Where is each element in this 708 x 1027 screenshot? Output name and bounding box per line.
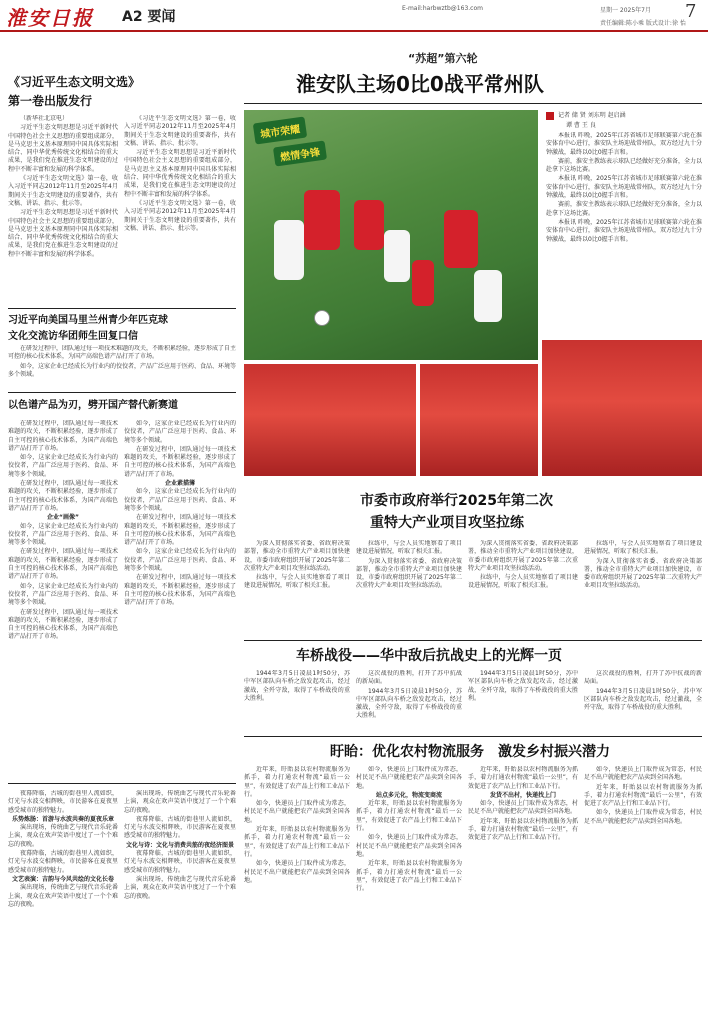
sports-body [546,132,702,350]
article2-body [8,345,236,385]
player-red [354,200,384,250]
article6-text7: 如今，快递员上门取件成为常态，村民足不出户就能把农产品卖到全国各地。 [356,834,462,858]
sports-kicker: “苏超”第六轮 [408,52,478,65]
article5-col2 [356,670,462,734]
fans-photo [244,364,416,476]
divider [244,640,702,641]
article3-col2-text6: 在研发过程中，团队通过每一项技术难题的攻关，不断积累经验，逐步形成了自主可控的核心技术体系，为国产高端色谱产品打开了市场。 [124,574,236,607]
article4-title-line2: 重特大产业项目攻坚拉练 [370,515,524,531]
article1-col2 [124,115,236,305]
football-match-photo [244,110,538,360]
lowerleft-text6: 夜幕降临，古城的街巷里人流如织，灯光与水波交相辉映，市民游客在夏夜里感受城市的独特魅力。 [124,815,236,840]
divider [8,308,236,309]
lowerleft-col1 [8,790,118,1022]
badge-passion: 燃情争锋 [273,140,327,166]
article6-text10: 如今，快递员上门取件成为常态，村民足不出户就能把农产品卖到全国各地。 [468,800,578,816]
article3-col2-text2: 在研发过程中，团队通过每一项技术难题的攻关，不断积累经验，逐步形成了自主可控的核心技术体系，为国产高端色谱产品打开了市场。 [124,445,236,478]
player-white [384,230,410,282]
player-red [304,190,340,250]
article3-col2-text4: 在研发过程中，团队通过每一项技术难题的攻关，不断积累经验，逐步形成了自主可控的核心技术体系，为国产高端色谱产品打开了市场。 [124,514,236,547]
article4-text7: 拉练中，与会人员实地察看了项目建设进展情况，听取了相关汇报。 [584,540,702,556]
masthead-email: E-mail:harbwztb@163.com [402,5,483,12]
article1-col1 [8,115,118,305]
article1-body-cont: 习近平生态文明思想是习近平新时代中国特色社会主义思想的重要组成部分，是马克思主义基本原理同中国具体实际相结合、同中华优秀传统文化相结合的重大成果，是我们党在推进生态文明建设的过程中不断丰富和发展的科学体系。 [8,209,118,258]
lowerleft-text7: 夜幕降临，古城的街巷里人流如织，灯光与水波交相辉映，市民游客在夏夜里感受城市的独特魅力。 [124,850,236,874]
article4-text4: 为深入贯彻落实省委、省政府决策部署，推动全市重特大产业项目加快建设，市委市政府组织开展了2025年第二次重特大产业项目攻坚拉练活动。 [356,557,462,590]
article6-text8: 近年来，盱眙县以农村物流服务为抓手，着力打通农村物流“最后一公里”，有效促进了农产品上行和工业品下行。 [356,860,462,893]
article6-title: 盱眙：优化农村物流服务 激发乡村振兴潜力 [330,744,610,760]
article1-col2-text2: 习近平生态文明思想是习近平新时代中国特色社会主义思想的重要组成部分，是马克思主义基本原理同中国具体实际相结合、同中华优秀传统文化相结合的重大成果，是我们党在推进生态文明建设的过程中不断丰富和发展的科学体系。 [124,149,236,198]
article4-text6: 拉练中，与会人员实地察看了项目建设进展情况，听取了相关汇报。 [468,574,578,590]
byline-marker [546,112,554,120]
article6-subhead-1: 站点多元化，物流变商流 [375,791,442,799]
lowerleft-text3: 夜幕降临，古城的街巷里人流如织，灯光与水波交相辉映，市民游客在夏夜里感受城市的独特魅力。 [8,850,118,874]
divider [8,392,236,393]
divider [8,783,236,784]
lowerleft-text8: 演出现场，传统曲艺与现代音乐轮番上演，观众在欢声笑语中度过了一个个难忘的夜晚。 [124,875,236,900]
article6-text2: 如今，快递员上门取件成为常态，村民足不出户就能把农产品卖到全国各地。 [244,800,350,824]
article3-text4: 如今，这家企业已经成长为行业内的佼佼者，产品广泛应用于医药、食品、环境等多个领域。 [8,522,118,547]
article1-body2: 《习近平生态文明文选》第一卷，收入习近平同志2012年11月至2025年4月期间关于生态文明建设的重要著作，共有文稿、讲话、指示、批示等。 [8,175,118,207]
article6-col1 [244,766,350,1021]
article2-text: 在研发过程中，团队通过每一项技术难题的攻关，不断积累经验，逐步形成了自主可控的核心技术体系，为国产高端色谱产品打开了市场。 [8,345,236,361]
article5-col1 [244,670,350,734]
article1-lead: （新华社北京电） [20,115,69,122]
article3-col2-text: 如今，这家企业已经成长为行业内的佼佼者，产品广泛应用于医药、食品、环境等多个领域。 [124,420,236,444]
article5-text4: 1944年3月5日凌晨1时50分，苏中军区部队向车桥之敌发起攻击，经过激战，全歼守敌，取得了车桥战役的重大胜利。 [468,670,578,702]
fans-photo [542,340,702,476]
article5-col3 [468,670,578,734]
article5-title: 车桥战役——华中敌后抗战史上的光辉一页 [296,648,562,664]
sports-byline2: 谭 曹 王 良 [566,122,596,129]
lowerleft-text5: 演出现场，传统曲艺与现代音乐轮番上演，观众在欢声笑语中度过了一个个难忘的夜晚。 [124,790,236,814]
article4-text: 为深入贯彻落实省委、省政府决策部署，推动全市重特大产业项目加快建设，市委市政府组织开展了2025年第二次重特大产业项目攻坚拉练活动。 [244,540,350,572]
article4-text2: 拉练中，与会人员实地察看了项目建设进展情况，听取了相关汇报。 [244,574,350,590]
article3-text5: 在研发过程中，团队通过每一项技术难题的攻关，不断积累经验，逐步形成了自主可控的核心技术体系，为国产高端色谱产品打开了市场。 [8,548,118,581]
article6-col4 [584,766,702,1021]
article4-col2 [356,540,462,640]
sports-text4: 赛前，淮安主教练表示球队已经做好充分准备，全力以赴拿下这场比赛。 [546,201,702,217]
article3-col2-text3: 如今，这家企业已经成长为行业内的佼佼者，产品广泛应用于医药、食品、环境等多个领域。 [124,488,236,512]
article6-text6: 近年来，盱眙县以农村物流服务为抓手，着力打通农村物流“最后一公里”，有效促进了农产品上行和工业品下行。 [356,800,462,833]
article5-col4 [584,670,702,734]
article6-text13: 近年来，盱眙县以农村物流服务为抓手，着力打通农村物流“最后一公里”，有效促进了农产品上行和工业品下行。 [584,783,702,808]
sports-text2: 赛前，淮安主教练表示球队已经做好充分准备，全力以赴拿下这场比赛。 [546,157,702,174]
article3-text7: 在研发过程中，团队通过每一项技术难题的攻关，不断积累经验，逐步形成了自主可控的核心技术体系，为国产高端色谱产品打开了市场。 [8,608,118,641]
article2-title-line2: 文化交流访华团师生回复口信 [8,331,138,342]
article6-text: 近年来，盱眙县以农村物流服务为抓手，着力打通农村物流“最后一公里”，有效促进了农产品上行和工业品下行。 [244,766,350,798]
page-number: 7 [685,1,697,22]
badge-city-glory: 城市荣耀 [253,116,307,144]
article1-body: 习近平生态文明思想是习近平新时代中国特色社会主义思想的重要组成部分，是马克思主义基本原理同中国具体实际相结合、同中华优秀传统文化相结合的重大成果，是我们党在推进生态文明建设的过程中不断丰富和发展的科学体系。 [8,124,118,173]
article5-text: 1944年3月5日凌晨1时50分，苏中军区部队向车桥之敌发起攻击，经过激战，全歼守敌，取得了车桥战役的重大胜利。 [244,670,350,702]
article3-text3: 在研发过程中，团队通过每一项技术难题的攻关，不断积累经验，逐步形成了自主可控的核心技术体系，为国产高端色谱产品打开了市场。 [8,480,118,512]
article3-col2 [124,420,236,780]
article4-col3 [468,540,578,640]
lowerleft-subhead-3: 文化与诗：文化与消费共筋的夜经济图景 [125,841,234,849]
article3-col2-text5: 如今，这家企业已经成长为行业内的佼佼者，产品广泛应用于医药、食品、环境等多个领域。 [124,548,236,573]
sports-title: 淮安队主场0比0战平常州队 [296,72,544,96]
article6-text9: 近年来，盱眙县以农村物流服务为抓手，着力打通农村物流“最后一公里”，有效促进了农产品上行和工业品下行。 [468,766,578,790]
masthead-editors: 责任编辑:陈小乘 版式设计:徐 怡 [600,20,686,27]
player-white [274,220,304,280]
article1-title-line2: 第一卷出版发行 [8,94,93,108]
article5-text2: 这次战役的胜利，打开了苏中抗战的新局面。 [356,670,462,686]
article6-text3: 近年来，盱眙县以农村物流服务为抓手，着力打通农村物流“最后一公里”，有效促进了农产品上行和工业品下行。 [244,826,350,858]
article4-text5: 为深入贯彻落实省委、省政府决策部署，推动全市重特大产业项目加快建设，市委市政府组织开展了2025年第二次重特大产业项目攻坚拉练活动。 [468,540,578,572]
football-ball [314,310,330,326]
lowerleft-text2: 演出现场，传统曲艺与现代音乐轮番上演，观众在欢声笑语中度过了一个个难忘的夜晚。 [8,824,118,848]
article4-col1 [244,540,350,640]
article4-text3: 拉练中，与会人员实地察看了项目建设进展情况，听取了相关汇报。 [356,540,462,556]
article3-title: 以色谱产品为刃，劈开国产替代新赛道 [8,400,178,411]
player-red [412,260,434,306]
article4-text8: 为深入贯彻落实省委、省政府决策部署，推动全市重特大产业项目加快建设，市委市政府组织开展了2025年第二次重特大产业项目攻坚拉练活动。 [584,557,702,590]
article1-title-line1: 《习近平生态文明文选》 [8,75,141,89]
player-white [474,270,502,322]
article6-col2 [356,766,462,1021]
article6-text4: 如今，快递员上门取件成为常态，村民足不出户就能把农产品卖到全国各地。 [244,860,350,884]
newspaper-logo: 淮安日报 [6,6,94,30]
article5-text3: 1944年3月5日凌晨1时50分，苏中军区部队向车桥之敌发起攻击，经过激战，全歼守敌，取得了车桥战役的重大胜利。 [356,687,462,720]
article3-col1 [8,420,118,780]
article1-col2-text: 《习近平生态文明文选》第一卷，收入习近平同志2012年11月至2025年4月期间关于生态文明建设的重要著作，共有文稿、讲话、指示、批示等。 [124,115,236,147]
masthead-date: 星期一 2025年7月 [600,7,651,14]
article3-text: 在研发过程中，团队通过每一项技术难题的攻关，不断积累经验，逐步形成了自主可控的核心技术体系，为国产高端色谱产品打开了市场。 [8,420,118,452]
article6-text5: 如今，快递员上门取件成为常态，村民足不出户就能把农产品卖到全国各地。 [356,766,462,790]
lowerleft-col2 [124,790,236,1022]
article5-text6: 1944年3月5日凌晨1时50分，苏中军区部队向车桥之敌发起攻击，经过激战，全歼守敌，取得了车桥战役的重大胜利。 [584,687,702,712]
sports-byline: 记者 储 贤 刘东明 赵启涵 [558,112,626,119]
player-red [444,210,478,268]
article2-title-line1: 习近平向美国马里兰州青少年匹克球 [8,315,168,326]
lowerleft-subhead-2: 文艺表演：吉韵与今风共绘的文化长卷 [11,875,114,883]
article1-col2-text3: 《习近平生态文明文选》第一卷，收入习近平同志2012年11月至2025年4月期间关于生态文明建设的重要著作，共有文稿、讲话、指示、批示等。 [124,199,236,232]
article4-col4 [584,540,702,640]
sports-text5: 本报讯 昨晚，2025年江苏省城市足球联赛第六轮在淮安体育中心进行，淮安队主场迎战常州队，双方经过九十分钟激战，最终以0比0握手言和。 [546,218,702,243]
article5-text5: 这次战役的胜利，打开了苏中抗战的新局面。 [584,670,702,686]
sports-text: 本报讯 昨晚，2025年江苏省城市足球联赛第六轮在淮安体育中心进行，淮安队主场迎战常州队，双方经过九十分钟激战，最终以0比0握手言和。 [546,132,702,156]
divider [244,736,702,737]
article6-text11: 近年来，盱眙县以农村物流服务为抓手，着力打通农村物流“最后一公里”，有效促进了农产品上行和工业品下行。 [468,817,578,842]
article2-text2: 如今，这家企业已经成长为行业内的佼佼者，产品广泛应用于医药、食品、环境等多个领域。 [8,362,236,378]
fans-photo [420,364,538,476]
article3-text2: 如今，这家企业已经成长为行业内的佼佼者，产品广泛应用于医药、食品、环境等多个领域。 [8,454,118,478]
article6-col3 [468,766,578,1021]
article6-text12: 如今，快递员上门取件成为常态，村民足不出户就能把农产品卖到全国各地。 [584,766,702,782]
divider [244,103,702,104]
article3-subhead-1: 企业“画像” [47,514,79,522]
article6-subhead-2: 发货不出村，快递找上门 [489,791,556,799]
lowerleft-text: 夜幕降临，古城的街巷里人流如织，灯光与水波交相辉映，市民游客在夏夜里感受城市的独特魅力。 [8,790,118,814]
lowerleft-text4: 演出现场，传统曲艺与现代音乐轮番上演，观众在欢声笑语中度过了一个个难忘的夜晚。 [8,884,118,908]
lowerleft-subhead-1: 乐势炼肠：首游与水波共奏的夏夜乐章 [11,815,114,823]
article6-text14: 如今，快递员上门取件成为常态，村民足不出户就能把农产品卖到全国各地。 [584,809,702,825]
article4-title-line1: 市委市政府举行2025年第二次 [360,493,553,509]
article3-subhead-2: 企业素描簿 [164,480,195,488]
section-label: A2 要闻 [122,9,176,25]
article3-text6: 如今，这家企业已经成长为行业内的佼佼者，产品广泛应用于医药、食品、环境等多个领域。 [8,582,118,607]
sports-text3: 本报讯 昨晚，2025年江苏省城市足球联赛第六轮在淮安体育中心进行，淮安队主场迎战常州队，双方经过九十分钟激战，最终以0比0握手言和。 [546,175,702,200]
